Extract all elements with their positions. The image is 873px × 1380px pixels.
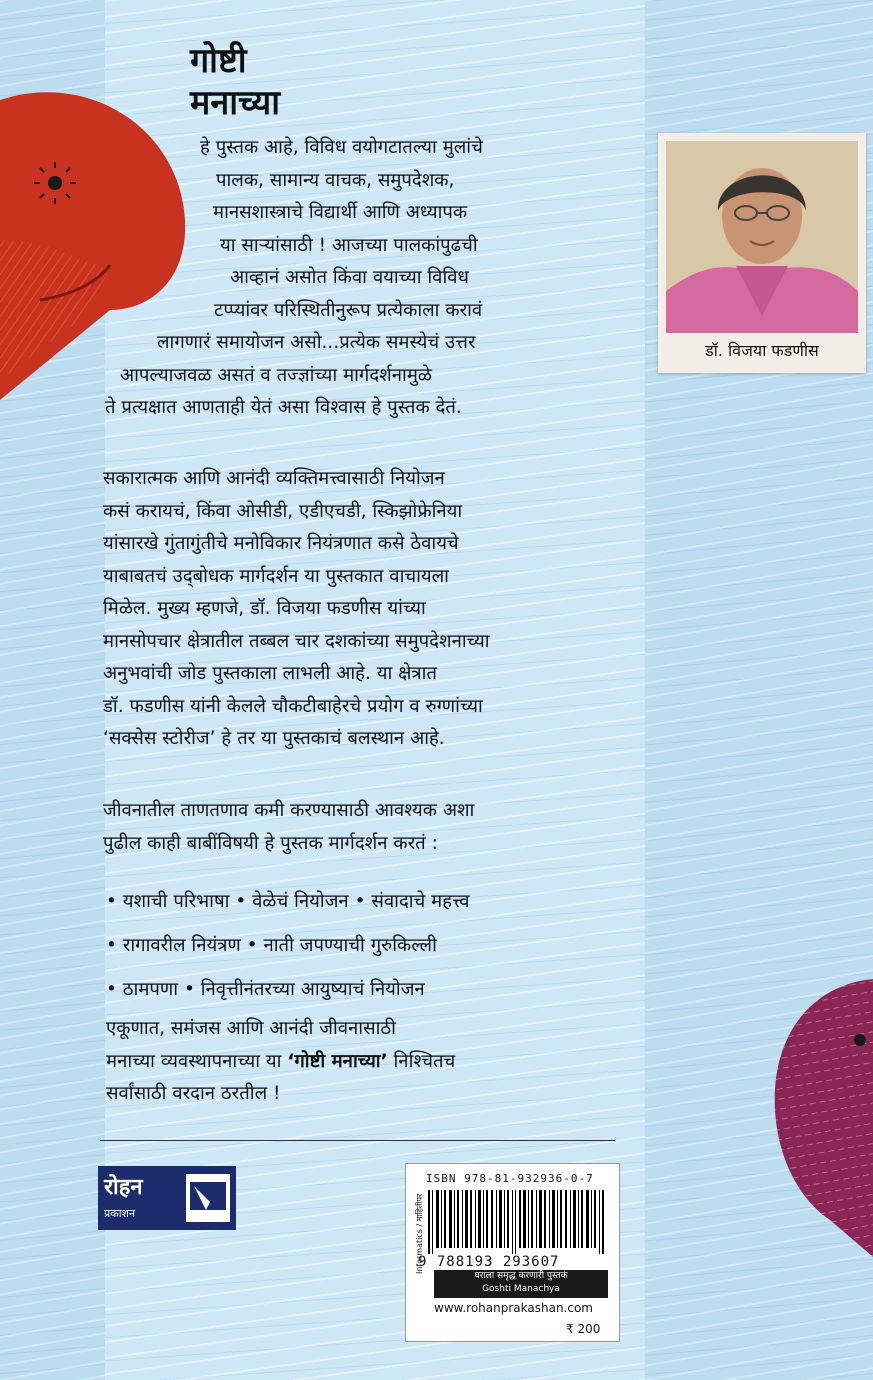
- publisher-name: रोहन: [104, 1175, 143, 1200]
- description-line: याबाबतचं उद्‌बोधक मार्गदर्शन या पुस्तकात वाचायला: [103, 565, 449, 587]
- bullet-row: • रागावरील नियंत्रण • नाती जपण्याची गुरुकिल्ली: [106, 935, 437, 956]
- isbn-label: ISBN 978-81-932936-0-7: [426, 1172, 594, 1185]
- paragraph-description: [103, 463, 623, 756]
- intro-line: मानसशास्त्राचे विद्यार्थी आणि अध्यापक: [213, 202, 468, 223]
- topic-bullet-list: [106, 880, 470, 1012]
- website-url: www.rohanprakashan.com: [434, 1301, 593, 1315]
- author-name-caption: डॉ. विजया फडणीस: [705, 341, 819, 360]
- closing-text: निश्चितच: [387, 1050, 456, 1072]
- title-line-2: मनाच्या: [190, 83, 280, 123]
- intro-line: आपल्याजवळ असतं व तज्ज्ञांच्या मार्गदर्शनामुळे: [120, 364, 432, 386]
- publisher-logo: [98, 1166, 236, 1230]
- title-line-1: गोष्टी: [190, 41, 247, 81]
- tagline-english: Goshti Manachya: [482, 1284, 560, 1294]
- intro-line: पालक, सामान्य वाचक, समुपदेशक,: [216, 169, 455, 191]
- price-label: ₹ 200: [566, 1322, 601, 1336]
- description-line: ‘सक्सेस स्टोरीज’ हे तर या पुस्तकाचं बलस्थान आहे.: [103, 728, 445, 749]
- intro-line: लागणारं समायोजन असो...प्रत्येक समस्येचं उत्तर: [157, 332, 476, 353]
- barcode-panel: [405, 1163, 620, 1342]
- author-photo-frame: [658, 133, 866, 373]
- description-line: कसं करायचं, किंवा ओसीडी, एडीएचडी, स्किझोफ्रेनिया: [103, 500, 463, 522]
- description-line: मिळेल. मुख्य म्हणजे, डॉ. विजया फडणीस यांच्या: [103, 598, 426, 619]
- bullet-row: • यशाची परिभाषा • वेळेचं नियोजन • संवादाचे महत्त्व: [106, 891, 470, 912]
- purple-bird-illustration: [760, 960, 873, 1280]
- closing-line-2: [106, 1046, 626, 1079]
- description-line: अनुभवांची जोड पुस्तकाला लाभली आहे. या क्षेत्रात: [103, 663, 437, 684]
- book-title: [190, 40, 280, 124]
- description-line: डॉ. फडणीस यांनी केलले चौकटीबाहेरचे प्रयोग व रुग्णांच्या: [103, 695, 483, 717]
- description-line: सकारात्मक आणि आनंदी व्यक्तिमत्त्वासाठी नियोजन: [103, 468, 445, 489]
- closing-book-title: ‘गोष्टी मनाच्या’: [287, 1050, 388, 1072]
- paragraph-topics-intro: [103, 795, 623, 860]
- divider: [100, 1140, 615, 1141]
- closing-text: मनाच्या व्यवस्थापनाच्या या: [106, 1050, 288, 1072]
- category-label: Informatics / माहितीपर: [415, 1193, 424, 1274]
- intro-line: आव्हानं असोत किंवा वयाच्या विविध: [230, 267, 469, 288]
- intro-line: ते प्रत्यक्षात आणताही येतं असा विश्वास हे पुस्तक देतं.: [105, 397, 462, 418]
- intro-line: या साऱ्यांसाठी ! आजच्या पालकांपुढची: [220, 234, 478, 256]
- closing-line-1: एकूणात, समंजस आणि आनंदी जीवनासाठी: [106, 1018, 396, 1039]
- barcode-graphic: [428, 1190, 608, 1254]
- description-line: मानसोपचार क्षेत्रातील तब्बल चार दशकांच्या समुपदेशनाच्या: [103, 630, 490, 652]
- bullet-row: • ठामपणा • निवृत्तीनंतरच्या आयुष्याचं नियोजन: [106, 979, 425, 1000]
- description-line: यांसारखे गुंतागुंतीचे मनोविकार नियंत्रणात कसे ठेवायचे: [103, 533, 459, 554]
- paragraph-closing: [106, 1013, 626, 1111]
- topics-intro-line: जीवनातील ताणतणाव कमी करण्यासाठी आवश्यक अशा: [103, 800, 475, 821]
- tagline-bar: [434, 1270, 608, 1298]
- author-photo: [666, 141, 858, 333]
- tagline-marathi: घराला समृद्ध करणारी पुस्तकं: [474, 1271, 568, 1281]
- intro-line: टप्प्यांवर परिस्थितीनुरूप प्रत्येकाला करावं: [214, 299, 483, 321]
- paragraph-intro: [100, 132, 620, 425]
- barcode-number: 9 788193 293607: [418, 1254, 560, 1270]
- book-pen-icon: [186, 1174, 230, 1222]
- publisher-subtitle: प्रकाशन: [104, 1207, 136, 1220]
- closing-line-3: सर्वांसाठी वरदान ठरतील !: [106, 1083, 281, 1104]
- intro-line: हे पुस्तक आहे, विविध वयोगटातल्या मुलांचे: [200, 137, 483, 158]
- topics-intro-line: पुढील काही बाबींविषयी हे पुस्तक मार्गदर्शन करतं :: [103, 832, 438, 854]
